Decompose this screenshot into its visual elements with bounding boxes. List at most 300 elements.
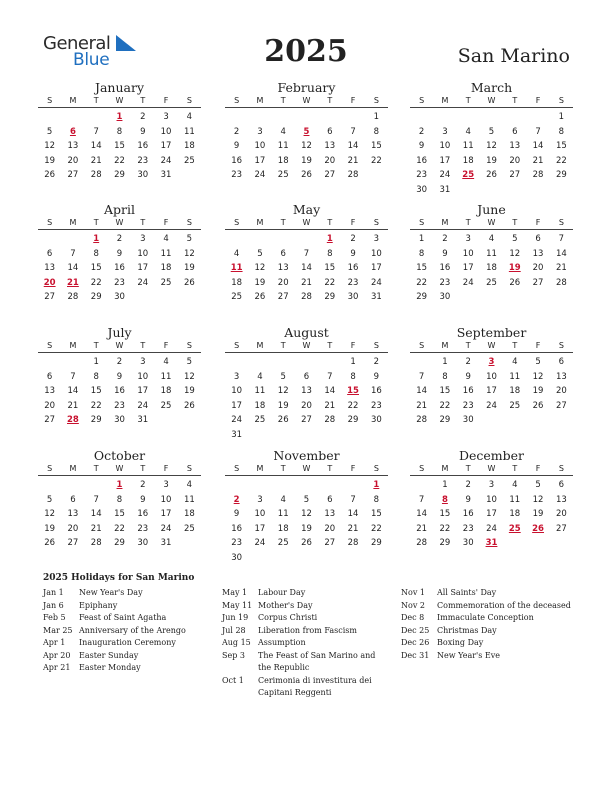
holiday-item bbox=[43, 600, 218, 613]
holiday-date: Jul 28 bbox=[222, 625, 246, 635]
days-grid bbox=[225, 478, 388, 566]
day-cell: 6 bbox=[46, 371, 53, 382]
day-cell: 11 bbox=[462, 141, 474, 152]
weekday-header bbox=[225, 463, 388, 476]
day-cell: 9 bbox=[233, 509, 240, 520]
empty-cell bbox=[272, 232, 295, 247]
holiday-column bbox=[401, 587, 576, 662]
weekday-label: T bbox=[140, 341, 146, 350]
holiday-date: Dec 26 bbox=[401, 638, 430, 647]
day-cell: 20 bbox=[532, 263, 544, 274]
holiday-item bbox=[43, 650, 218, 663]
day-cell: 11 bbox=[277, 141, 289, 152]
weekday-label: S bbox=[419, 96, 425, 105]
day-cell: 19 bbox=[183, 386, 195, 397]
day-cell: 19 bbox=[486, 155, 497, 166]
day-cell: 24 bbox=[137, 400, 149, 411]
empty-cell bbox=[61, 232, 84, 247]
day-cell: 17 bbox=[160, 141, 172, 152]
day-cell: 3 bbox=[163, 480, 169, 490]
day-cell: 16 bbox=[416, 155, 428, 166]
day-cell: 13 bbox=[301, 386, 312, 397]
holiday-item bbox=[401, 612, 576, 625]
empty-cell bbox=[318, 478, 341, 493]
day-cell: 2 bbox=[116, 357, 123, 367]
holiday-item bbox=[222, 625, 387, 638]
day-cell: 5 bbox=[46, 126, 53, 137]
days-grid bbox=[410, 355, 573, 428]
day-cell: 21 bbox=[90, 155, 102, 166]
weekday-header bbox=[225, 95, 388, 108]
weekday-label: W bbox=[115, 96, 124, 105]
day-cell: 17 bbox=[254, 523, 266, 534]
day-cell: 2 bbox=[140, 480, 146, 490]
day-cell: 8 bbox=[327, 248, 333, 259]
day-cell: 24 bbox=[439, 170, 451, 181]
day-cell: 30 bbox=[137, 538, 149, 549]
day-cell: 29 bbox=[416, 292, 428, 303]
weekday-header bbox=[38, 463, 201, 476]
day-cell: 15 bbox=[90, 386, 102, 397]
holiday-day-cell: 1 bbox=[116, 480, 123, 490]
day-cell: 14 bbox=[347, 509, 359, 520]
empty-cell bbox=[295, 478, 318, 493]
holiday-date: Feb 5 bbox=[43, 613, 66, 622]
month-february bbox=[225, 80, 388, 183]
day-cell: 5 bbox=[280, 371, 286, 382]
empty-cell bbox=[272, 355, 295, 370]
day-cell: 10 bbox=[160, 494, 172, 505]
day-cell: 20 bbox=[324, 155, 336, 166]
weekday-label: T bbox=[327, 218, 333, 227]
day-cell: 16 bbox=[370, 386, 382, 397]
month-name: May bbox=[292, 202, 321, 217]
holiday-name: Easter Monday bbox=[79, 663, 141, 672]
weekday-label: M bbox=[441, 218, 449, 227]
day-cell: 3 bbox=[465, 234, 471, 244]
holiday-item bbox=[401, 625, 576, 638]
day-cell: 16 bbox=[114, 386, 125, 397]
empty-cell bbox=[38, 478, 61, 493]
month-march bbox=[410, 80, 573, 198]
day-cell: 27 bbox=[44, 292, 56, 303]
holiday-day-cell: 2 bbox=[233, 494, 240, 505]
weekday-label: T bbox=[140, 464, 146, 473]
weekday-label: T bbox=[140, 96, 146, 105]
empty-cell bbox=[457, 110, 480, 125]
day-cell: 5 bbox=[535, 357, 541, 367]
day-cell: 16 bbox=[462, 509, 474, 520]
day-cell: 19 bbox=[254, 277, 266, 288]
day-cell: 9 bbox=[233, 141, 240, 152]
weekday-label: S bbox=[47, 341, 53, 350]
day-cell: 8 bbox=[350, 371, 356, 382]
day-cell: 13 bbox=[324, 509, 336, 520]
day-cell: 23 bbox=[114, 277, 125, 288]
month-name: June bbox=[477, 202, 506, 217]
day-cell: 18 bbox=[254, 400, 266, 411]
weekday-label: T bbox=[280, 464, 286, 473]
holiday-day-cell: 1 bbox=[326, 234, 333, 244]
day-cell: 26 bbox=[486, 170, 497, 181]
weekday-label: M bbox=[256, 341, 264, 350]
weekday-label: W bbox=[302, 96, 311, 105]
day-cell: 10 bbox=[231, 386, 243, 397]
empty-cell bbox=[480, 110, 503, 125]
weekday-label: S bbox=[419, 218, 425, 227]
day-cell: 23 bbox=[462, 523, 474, 534]
day-cell: 23 bbox=[114, 400, 125, 411]
day-cell: 8 bbox=[418, 248, 425, 259]
weekday-label: T bbox=[465, 218, 471, 227]
day-cell: 31 bbox=[439, 184, 451, 195]
day-cell: 23 bbox=[370, 400, 382, 411]
day-cell: 29 bbox=[90, 292, 102, 303]
logo-text-general: General bbox=[43, 33, 111, 54]
empty-cell bbox=[38, 232, 61, 247]
day-cell: 13 bbox=[324, 141, 336, 152]
day-cell: 7 bbox=[70, 371, 76, 382]
day-cell: 26 bbox=[277, 415, 289, 426]
day-cell: 16 bbox=[439, 263, 451, 274]
weekday-header bbox=[410, 463, 573, 476]
day-cell: 15 bbox=[439, 509, 451, 520]
day-cell: 11 bbox=[509, 494, 521, 505]
weekday-label: F bbox=[535, 96, 541, 105]
month-january bbox=[38, 80, 201, 183]
weekday-label: M bbox=[256, 96, 264, 105]
day-cell: 22 bbox=[370, 523, 382, 534]
month-name: August bbox=[284, 325, 329, 340]
day-cell: 18 bbox=[486, 263, 497, 274]
weekday-label: S bbox=[186, 218, 192, 227]
day-cell: 16 bbox=[347, 263, 359, 274]
day-cell: 15 bbox=[439, 386, 451, 397]
day-cell: 4 bbox=[488, 234, 495, 244]
weekday-label: F bbox=[350, 464, 356, 473]
day-cell: 21 bbox=[67, 400, 79, 411]
weekday-label: T bbox=[512, 464, 518, 473]
day-cell: 2 bbox=[465, 480, 471, 490]
day-cell: 1 bbox=[558, 112, 565, 122]
empty-cell bbox=[225, 355, 248, 370]
weekday-header bbox=[38, 217, 201, 230]
day-cell: 29 bbox=[347, 415, 359, 426]
day-cell: 11 bbox=[183, 126, 195, 137]
month-name: February bbox=[277, 80, 336, 95]
day-cell: 9 bbox=[140, 494, 146, 505]
day-cell: 29 bbox=[439, 415, 451, 426]
holiday-name: Mother's Day bbox=[258, 600, 313, 610]
weekday-header bbox=[38, 95, 201, 108]
weekday-label: F bbox=[163, 341, 169, 350]
holiday-day-cell: 19 bbox=[508, 263, 521, 274]
day-cell: 28 bbox=[416, 415, 428, 426]
day-cell: 12 bbox=[44, 509, 56, 520]
day-cell: 27 bbox=[44, 415, 56, 426]
days-grid bbox=[38, 110, 201, 183]
day-cell: 12 bbox=[44, 141, 56, 152]
day-cell: 13 bbox=[555, 494, 567, 505]
holiday-name: Easter Sunday bbox=[79, 650, 139, 660]
day-cell: 6 bbox=[327, 494, 333, 505]
day-cell: 24 bbox=[160, 155, 172, 166]
day-cell: 24 bbox=[254, 538, 266, 549]
weekday-label: M bbox=[69, 218, 77, 227]
day-cell: 16 bbox=[231, 155, 243, 166]
days-grid bbox=[225, 232, 388, 305]
day-cell: 23 bbox=[439, 277, 451, 288]
day-cell: 17 bbox=[486, 386, 497, 397]
day-cell: 29 bbox=[555, 170, 567, 181]
day-cell: 5 bbox=[46, 494, 53, 505]
day-cell: 12 bbox=[532, 494, 544, 505]
weekday-label: M bbox=[69, 464, 77, 473]
day-cell: 28 bbox=[347, 538, 359, 549]
day-cell: 10 bbox=[486, 371, 497, 382]
day-cell: 31 bbox=[370, 292, 382, 303]
day-cell: 14 bbox=[416, 509, 428, 520]
day-cell: 21 bbox=[347, 523, 359, 534]
day-cell: 4 bbox=[257, 371, 263, 382]
empty-cell bbox=[410, 478, 433, 493]
days-grid bbox=[38, 478, 201, 551]
page-title-year: 2025 bbox=[264, 34, 348, 69]
day-cell: 22 bbox=[555, 155, 567, 166]
day-cell: 30 bbox=[416, 184, 428, 195]
day-cell: 5 bbox=[535, 480, 541, 490]
weekday-label: F bbox=[535, 341, 541, 350]
empty-cell bbox=[248, 110, 271, 125]
day-cell: 14 bbox=[67, 386, 79, 397]
day-cell: 24 bbox=[486, 523, 497, 534]
holiday-date: Dec 31 bbox=[401, 650, 430, 660]
holiday-item bbox=[222, 650, 387, 675]
weekday-label: T bbox=[93, 218, 99, 227]
day-cell: 25 bbox=[183, 155, 195, 166]
day-cell: 31 bbox=[137, 415, 149, 426]
month-name: July bbox=[107, 325, 132, 340]
day-cell: 2 bbox=[140, 112, 146, 122]
weekday-label: S bbox=[419, 341, 425, 350]
holiday-day-cell: 3 bbox=[488, 357, 495, 367]
empty-cell bbox=[225, 110, 248, 125]
weekday-label: M bbox=[256, 218, 264, 227]
day-cell: 14 bbox=[555, 248, 567, 259]
empty-cell bbox=[38, 110, 61, 125]
day-cell: 18 bbox=[277, 523, 289, 534]
day-cell: 14 bbox=[90, 509, 102, 520]
weekday-label: T bbox=[280, 96, 286, 105]
holiday-column bbox=[43, 587, 218, 675]
days-grid bbox=[410, 478, 573, 551]
weekday-label: S bbox=[558, 341, 564, 350]
empty-cell bbox=[272, 110, 295, 125]
day-cell: 13 bbox=[67, 141, 79, 152]
day-cell: 3 bbox=[163, 112, 169, 122]
day-cell: 12 bbox=[509, 248, 521, 259]
day-cell: 7 bbox=[93, 494, 99, 505]
day-cell: 25 bbox=[277, 538, 289, 549]
day-cell: 26 bbox=[183, 400, 195, 411]
weekday-label: S bbox=[558, 96, 564, 105]
day-cell: 23 bbox=[416, 170, 428, 181]
day-cell: 4 bbox=[512, 480, 518, 490]
day-cell: 19 bbox=[532, 509, 544, 520]
holiday-date: Sep 3 bbox=[222, 650, 245, 660]
day-cell: 23 bbox=[231, 170, 243, 181]
day-cell: 22 bbox=[439, 400, 451, 411]
day-cell: 6 bbox=[535, 234, 541, 244]
weekday-label: F bbox=[163, 464, 169, 473]
day-cell: 11 bbox=[183, 494, 195, 505]
month-april bbox=[38, 202, 201, 305]
holiday-item bbox=[401, 600, 576, 613]
empty-cell bbox=[248, 232, 271, 247]
day-cell: 28 bbox=[324, 415, 336, 426]
day-cell: 23 bbox=[137, 523, 149, 534]
day-cell: 18 bbox=[231, 277, 243, 288]
day-cell: 8 bbox=[93, 371, 99, 382]
holiday-item bbox=[43, 662, 218, 675]
day-cell: 31 bbox=[231, 429, 243, 440]
day-cell: 12 bbox=[254, 263, 266, 274]
weekday-label: T bbox=[327, 96, 333, 105]
day-cell: 15 bbox=[370, 509, 382, 520]
day-cell: 5 bbox=[186, 234, 193, 244]
day-cell: 20 bbox=[555, 509, 567, 520]
day-cell: 3 bbox=[373, 234, 380, 244]
day-cell: 2 bbox=[233, 126, 240, 137]
holiday-day-cell: 20 bbox=[43, 277, 56, 288]
day-cell: 9 bbox=[418, 141, 425, 152]
day-cell: 21 bbox=[324, 400, 336, 411]
holiday-column bbox=[222, 587, 387, 700]
weekday-label: S bbox=[47, 96, 53, 105]
day-cell: 26 bbox=[183, 277, 195, 288]
month-may bbox=[225, 202, 388, 305]
holiday-date: May 1 bbox=[222, 588, 248, 597]
day-cell: 8 bbox=[116, 494, 123, 505]
month-name: April bbox=[104, 202, 135, 217]
weekday-label: T bbox=[327, 341, 333, 350]
day-cell: 10 bbox=[137, 371, 149, 382]
day-cell: 10 bbox=[254, 509, 266, 520]
day-cell: 20 bbox=[555, 386, 567, 397]
month-name: March bbox=[470, 80, 513, 95]
empty-cell bbox=[410, 355, 433, 370]
day-cell: 12 bbox=[277, 386, 289, 397]
day-cell: 18 bbox=[160, 263, 172, 274]
day-cell: 18 bbox=[183, 141, 195, 152]
weekday-label: S bbox=[234, 464, 240, 473]
weekday-label: S bbox=[373, 218, 379, 227]
empty-cell bbox=[341, 478, 364, 493]
weekday-label: M bbox=[441, 341, 449, 350]
weekday-label: W bbox=[487, 218, 496, 227]
day-cell: 8 bbox=[116, 126, 123, 137]
day-cell: 18 bbox=[509, 509, 521, 520]
holiday-name: Christmas Day bbox=[437, 625, 497, 635]
day-cell: 6 bbox=[558, 480, 565, 490]
day-cell: 30 bbox=[114, 292, 125, 303]
holiday-date: Dec 8 bbox=[401, 613, 425, 622]
empty-cell bbox=[248, 478, 271, 493]
day-cell: 30 bbox=[347, 292, 359, 303]
day-cell: 15 bbox=[114, 141, 125, 152]
day-cell: 25 bbox=[254, 415, 266, 426]
day-cell: 23 bbox=[231, 538, 243, 549]
day-cell: 17 bbox=[231, 400, 243, 411]
day-cell: 17 bbox=[254, 155, 266, 166]
weekday-label: S bbox=[558, 464, 564, 473]
holiday-day-cell: 1 bbox=[116, 112, 123, 122]
day-cell: 19 bbox=[301, 155, 312, 166]
day-cell: 28 bbox=[555, 277, 567, 288]
weekday-label: S bbox=[234, 96, 240, 105]
day-cell: 19 bbox=[44, 155, 56, 166]
day-cell: 18 bbox=[277, 155, 289, 166]
day-cell: 29 bbox=[439, 538, 451, 549]
empty-cell bbox=[38, 355, 61, 370]
day-cell: 26 bbox=[301, 170, 312, 181]
day-cell: 20 bbox=[324, 523, 336, 534]
day-cell: 11 bbox=[160, 248, 172, 259]
day-cell: 14 bbox=[324, 386, 336, 397]
holiday-item bbox=[222, 587, 387, 600]
holiday-item bbox=[43, 637, 218, 650]
holiday-day-cell: 6 bbox=[69, 126, 76, 137]
day-cell: 17 bbox=[160, 509, 172, 520]
day-cell: 31 bbox=[160, 538, 172, 549]
weekday-label: T bbox=[140, 218, 146, 227]
day-cell: 27 bbox=[324, 538, 336, 549]
days-grid bbox=[38, 232, 201, 305]
day-cell: 1 bbox=[373, 112, 380, 122]
holiday-date: Mar 25 bbox=[43, 625, 73, 635]
day-cell: 9 bbox=[465, 494, 471, 505]
holiday-day-cell: 31 bbox=[485, 538, 498, 549]
day-cell: 21 bbox=[347, 155, 359, 166]
day-cell: 13 bbox=[532, 248, 544, 259]
day-cell: 17 bbox=[137, 386, 149, 397]
weekday-label: S bbox=[186, 96, 192, 105]
day-cell: 1 bbox=[350, 357, 356, 367]
day-cell: 19 bbox=[301, 523, 312, 534]
day-cell: 22 bbox=[324, 277, 336, 288]
weekday-label: W bbox=[115, 341, 124, 350]
day-cell: 24 bbox=[137, 277, 149, 288]
day-cell: 25 bbox=[277, 170, 289, 181]
empty-cell bbox=[248, 355, 271, 370]
day-cell: 2 bbox=[418, 126, 425, 137]
weekday-label: W bbox=[487, 341, 496, 350]
day-cell: 6 bbox=[558, 357, 565, 367]
day-cell: 1 bbox=[442, 357, 448, 367]
weekday-label: S bbox=[47, 464, 53, 473]
day-cell: 15 bbox=[416, 263, 428, 274]
day-cell: 7 bbox=[350, 126, 356, 137]
weekday-header bbox=[410, 95, 573, 108]
month-june bbox=[410, 202, 573, 305]
day-cell: 20 bbox=[277, 277, 289, 288]
day-cell: 25 bbox=[231, 292, 243, 303]
day-cell: 21 bbox=[90, 523, 102, 534]
month-name: January bbox=[94, 80, 145, 95]
weekday-label: T bbox=[465, 96, 471, 105]
holiday-name: Anniversary of the Arengo bbox=[79, 625, 186, 635]
holiday-name: Epiphany bbox=[79, 600, 118, 610]
